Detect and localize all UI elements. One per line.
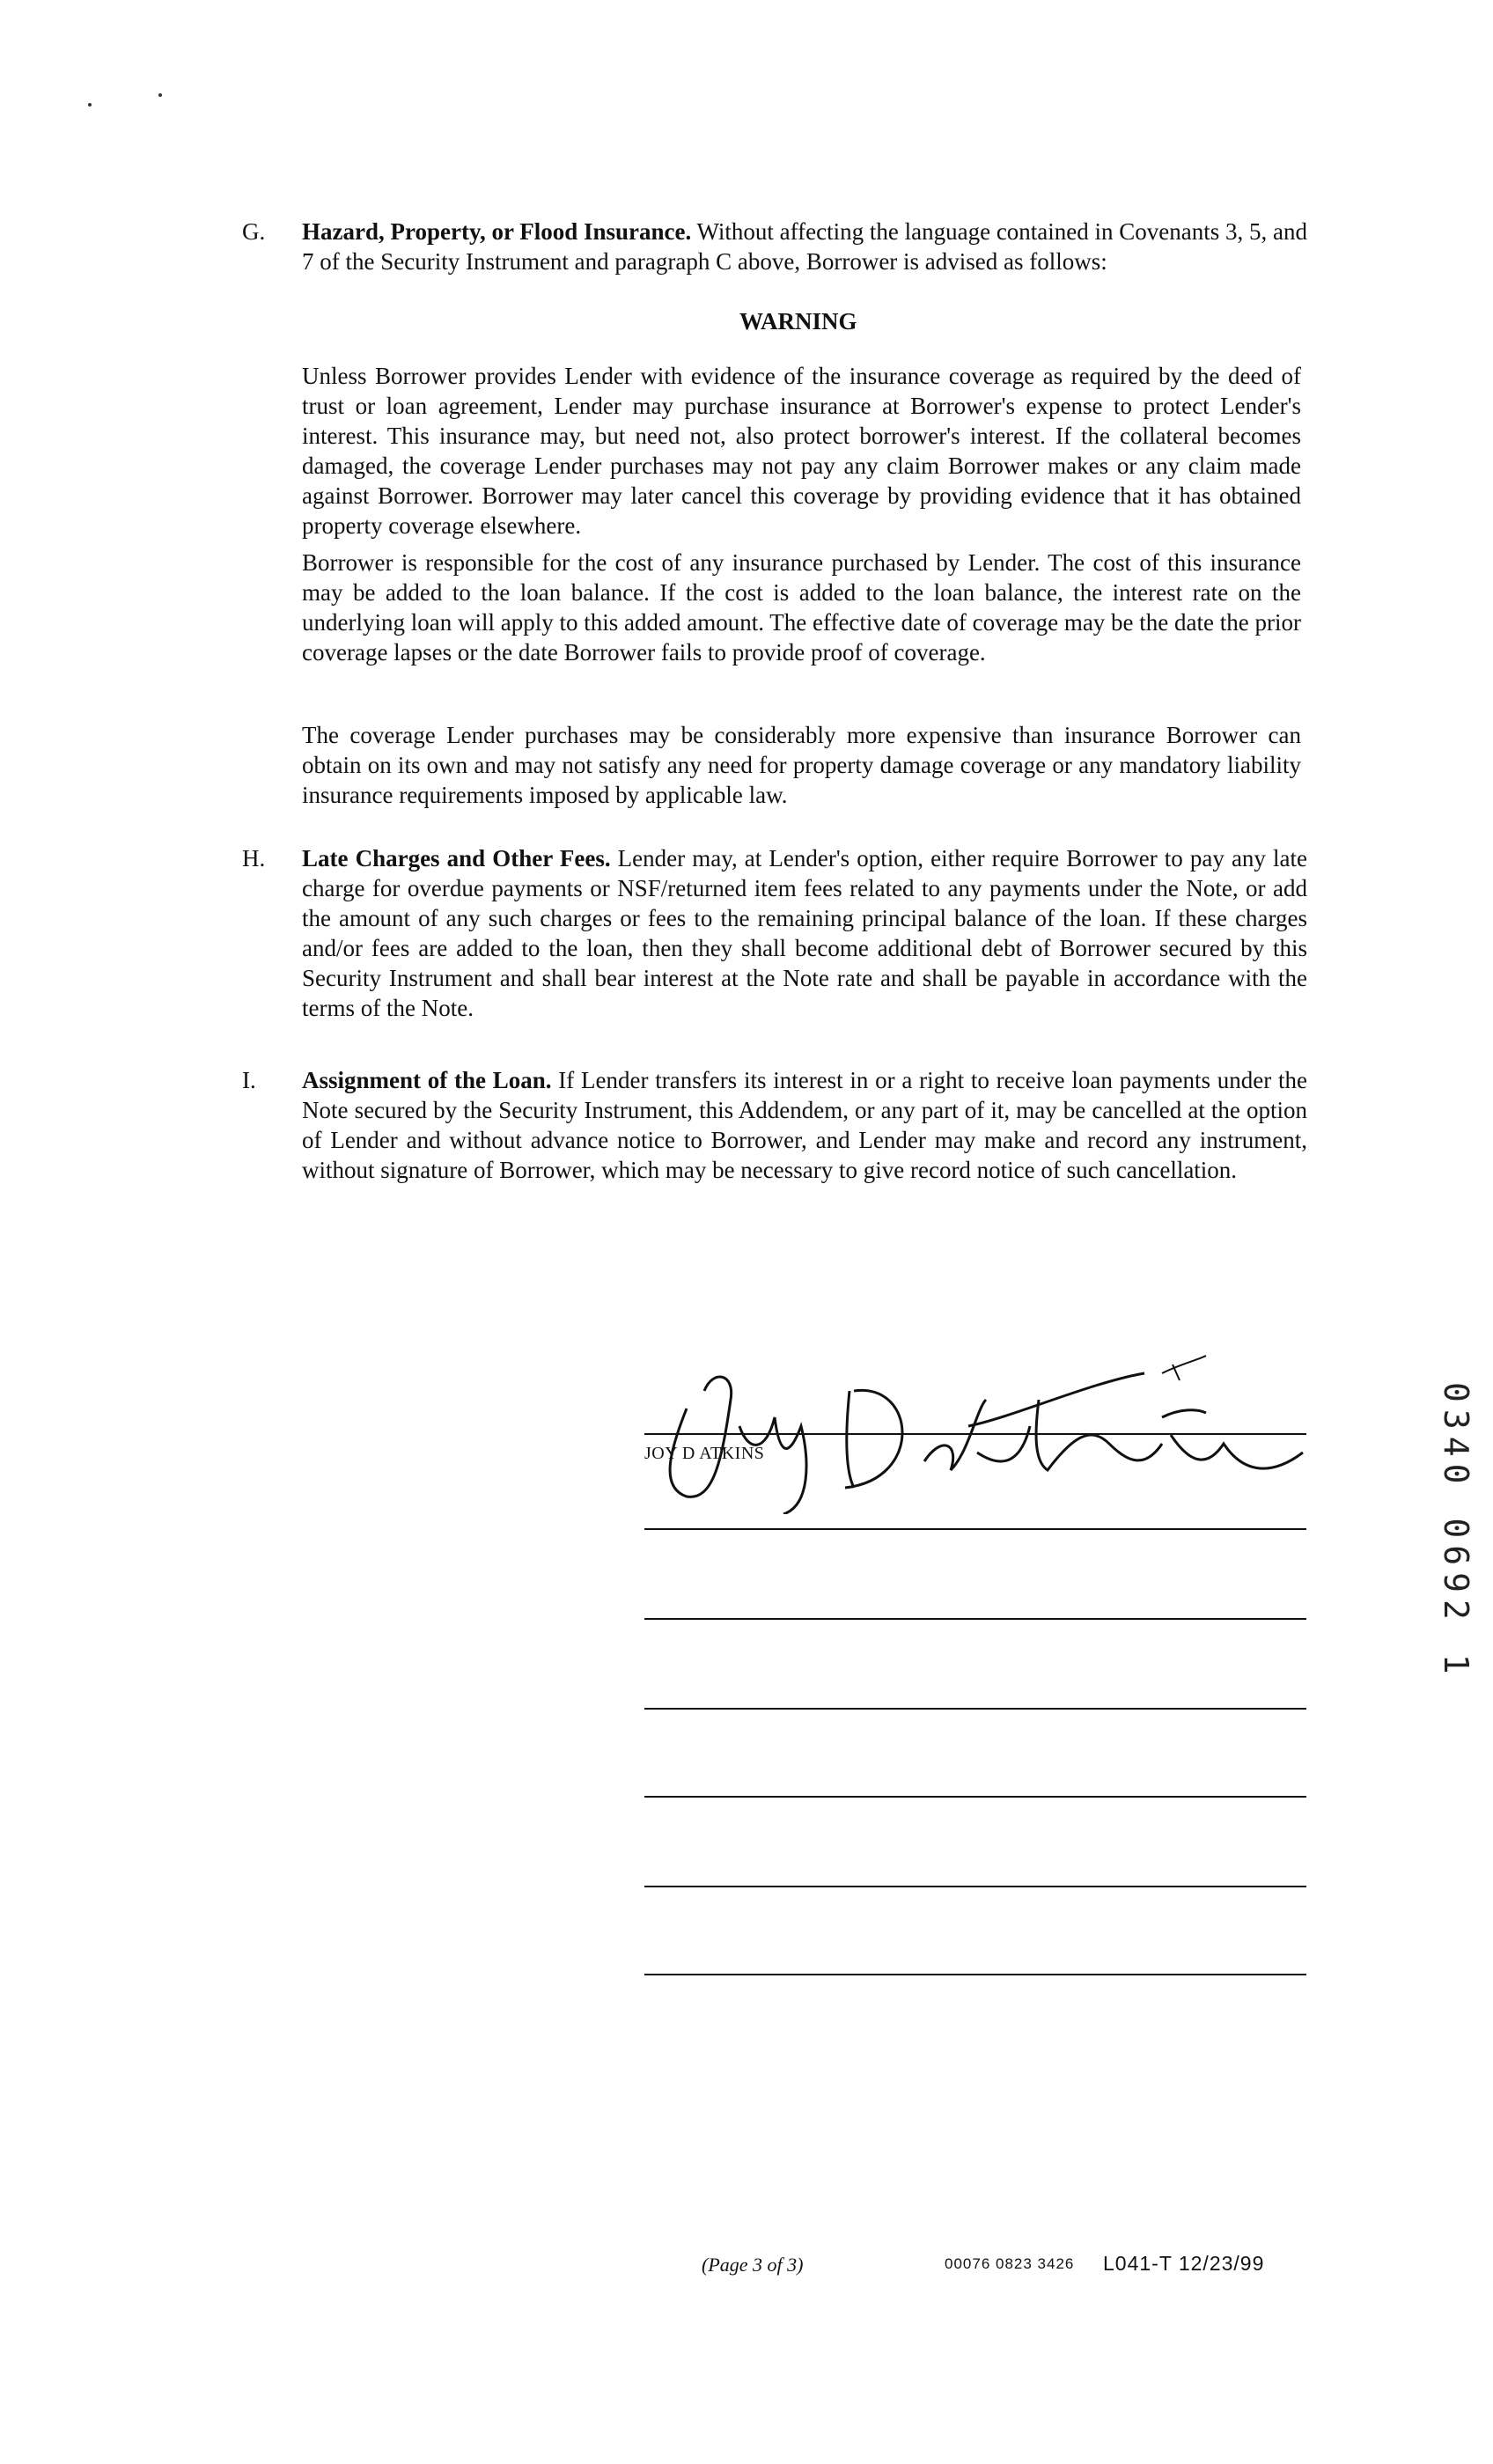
- footer-loan-number: 00076 0823 3426: [945, 2255, 1075, 2272]
- footer-form-id: L041-T 12/23/99: [1103, 2252, 1265, 2275]
- section-g-body: [302, 217, 1307, 276]
- signature-line-4: [644, 1708, 1306, 1710]
- signature-line-5: [644, 1796, 1306, 1798]
- signature-line-6: [644, 1886, 1306, 1887]
- footer-page-number: (Page 3 of 3): [702, 2254, 804, 2276]
- section-g-letter: G.: [242, 218, 266, 245]
- signature-line-7: [644, 1974, 1306, 1975]
- section-i: [242, 1065, 1307, 1185]
- section-g-text: Without affecting the language contained in Covenants 3, 5, and 7 of the Security Instrument and paragraph C above, Borrower is advised as follows:: [302, 218, 1307, 275]
- warning-paragraph-2: Borrower is responsible for the cost of any insurance purchased by Lender. The cost of this insurance may be added to the loan balance. If the cost is added to the loan balance, the interest rate on the underlying loan will apply to this added amount. The effective date of coverage may be the date the prior coverage lapses or the date Borrower fails to provide proof of coverage.: [302, 549, 1301, 666]
- section-h-text: Lender may, at Lender's option, either require Borrower to pay any late charge for overdue payments or NSF/returned item fees related to any payments under the Note, or add the amount of any such charges or fees to the remaining principal balance of the loan. If these charges and/or fees are added to the loan, then they shall become additional debt of Borrower secured by this Security Instrument and shall bear interest at the Note rate and shall be payable in accordance with the terms of the Note.: [302, 845, 1307, 1021]
- section-h: [242, 843, 1307, 1023]
- section-h-heading: Late Charges and Other Fees.: [302, 845, 611, 872]
- section-i-body: [302, 1065, 1307, 1185]
- section-h-letter: H.: [242, 845, 266, 872]
- warning-paragraph-3: The coverage Lender purchases may be considerably more expensive than insurance Borrower can obtain on its own and may not satisfy any need for property damage coverage or any mandatory liability insurance requirements imposed by applicable law.: [302, 722, 1301, 808]
- side-stamp-text: 0340 0692 1: [1437, 1382, 1475, 1681]
- section-i-text: If Lender transfers its interest in or a right to receive loan payments under the Note secured by the Security Instrument, this Addendem, or any part of it, may be cancelled at the option of Lender and without advance notice to Borrower, and Lender may make and record any instrument, without signature of Borrower, which may be necessary to give record notice of such cancellation.: [302, 1067, 1308, 1183]
- section-i-letter: I.: [242, 1067, 256, 1093]
- signature-line-1: [644, 1433, 1306, 1435]
- scan-mark: [88, 103, 92, 107]
- section-g: [242, 217, 1307, 276]
- warning-title: WARNING: [739, 308, 857, 335]
- signer-name: JOY D ATKINS: [644, 1444, 765, 1463]
- side-stamp: [1433, 1382, 1486, 1699]
- warning-paragraph-1: Unless Borrower provides Lender with evidence of the insurance coverage as required by the deed of trust or loan agreement, Lender may purchase insurance at Borrower's expense to protect Lender's interest. This insurance may, but need not, also protect borrower's interest. If the collateral becomes damaged, the coverage Lender purchases may not pay any claim Borrower makes or any claim made against Borrower. Borrower may later cancel this coverage by providing evidence that it has obtained property coverage elsewhere.: [302, 363, 1301, 539]
- section-h-body: [302, 843, 1307, 1023]
- signature-line-2: [644, 1528, 1306, 1530]
- handwritten-signature: [634, 1329, 1320, 1514]
- signature-line-3: [644, 1618, 1306, 1620]
- section-i-heading: Assignment of the Loan.: [302, 1067, 552, 1093]
- section-g-heading: Hazard, Property, or Flood Insurance.: [302, 218, 692, 245]
- scan-mark: [158, 93, 162, 97]
- signature-text: Joy D Atkins: [643, 1505, 648, 1506]
